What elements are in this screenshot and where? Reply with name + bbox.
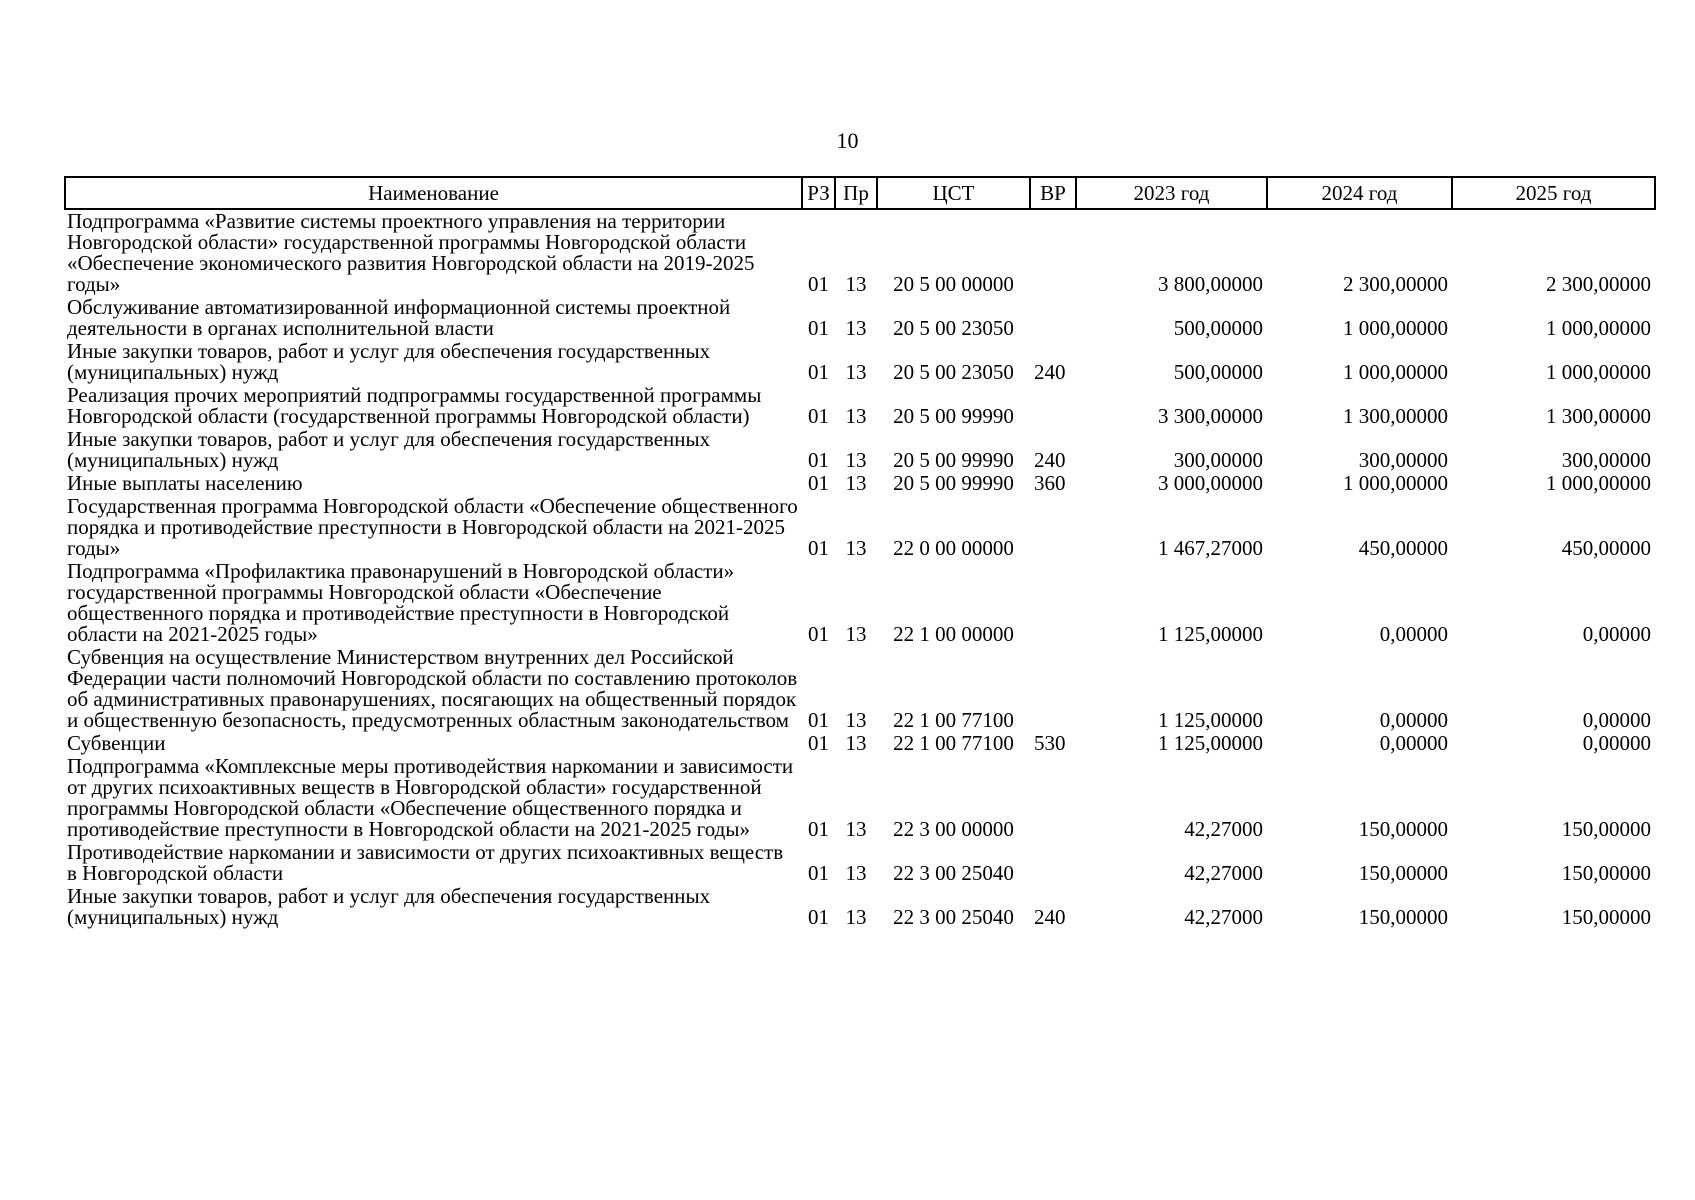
cell-rz: 01: [808, 448, 829, 472]
cell-rz: 01: [808, 272, 829, 296]
cell-pr: 13: [845, 905, 867, 929]
table-row: [65, 209, 1655, 296]
cell-vr: [1030, 560, 1076, 646]
cell-2025: 300,00000: [1561, 448, 1651, 472]
table-row: [65, 296, 1655, 340]
table-row: [65, 428, 1655, 472]
cell-pr: 13: [845, 817, 867, 841]
cell-vr: [1030, 755, 1076, 841]
cell-2024: 1 000,00000: [1343, 316, 1448, 340]
cell-2025: 2 300,00000: [1546, 272, 1651, 296]
cell-pr: 13: [845, 404, 867, 428]
cell-rz: 01: [808, 905, 829, 929]
cell-2025: 150,00000: [1561, 861, 1651, 885]
page-number: 10: [836, 128, 859, 153]
cell-name: Подпрограмма «Развитие системы проектного управления на территории Новгородской области» государственной программы Новгородской области «Обеспечение экономического развития Новгородской области на 2019-2025 годы»: [67, 209, 755, 296]
cell-rz: 01: [808, 622, 829, 646]
cell-name: Государственная программа Новгородской области «Обеспечение общественного порядка и противодействие преступности в Новгородской области на 2021-2025 годы»: [67, 494, 798, 560]
cell-name: Субвенция на осуществление Министерством внутренних дел Российской Федерации части полномочий Новгородской области по составлению протоколов об административных правонарушениях, посягающих на общественный порядок и общественную безопасность, предусмотренных областным законодательством: [67, 645, 798, 732]
cell-vr: 240: [1034, 448, 1066, 472]
cell-vr: [1030, 646, 1076, 732]
cell-vr: [1030, 841, 1076, 885]
cell-rz: 01: [808, 471, 829, 495]
cell-rz: 01: [808, 316, 829, 340]
cell-2024: 450,00000: [1358, 536, 1448, 560]
cell-cst: 22 3 00 25040: [893, 905, 1014, 929]
cell-2024: 0,00000: [1379, 622, 1448, 646]
cell-cst: 22 3 00 25040: [893, 861, 1014, 885]
cell-name: Субвенции: [67, 731, 166, 755]
column-header-vr: ВР: [1030, 177, 1076, 209]
column-header-pr: Пр: [835, 177, 877, 209]
column-header-2025: 2025 год: [1452, 177, 1655, 209]
cell-2023: 42,27000: [1184, 861, 1263, 885]
cell-2025: 0,00000: [1582, 708, 1651, 732]
cell-2023: 1 467,27000: [1158, 536, 1263, 560]
table-row: [65, 384, 1655, 428]
cell-pr: 13: [845, 731, 867, 755]
cell-cst: 20 5 00 23050: [893, 316, 1014, 340]
table-row: [65, 495, 1655, 560]
budget-table: [64, 176, 1656, 929]
cell-vr: [1030, 296, 1076, 340]
cell-name: Противодействие наркомании и зависимости от других психоактивных веществ в Новгородской области: [67, 840, 784, 885]
table-row: [65, 646, 1655, 732]
cell-cst: 22 3 00 00000: [893, 817, 1014, 841]
cell-cst: 22 0 00 00000: [893, 536, 1014, 560]
cell-vr: 530: [1034, 731, 1066, 755]
cell-2024: 150,00000: [1358, 861, 1448, 885]
cell-name: Подпрограмма «Комплексные меры противодействия наркомании и зависимости от других психоактивных веществ в Новгородской области» государственной программы Новгородской области «Обеспечение общественного порядка и противодействие преступности в Новгородской области на 2021-2025 годы»: [67, 754, 794, 841]
cell-rz: 01: [808, 731, 829, 755]
cell-2023: 1 125,00000: [1158, 622, 1263, 646]
column-header-2024: 2024 год: [1267, 177, 1452, 209]
cell-pr: 13: [845, 622, 867, 646]
cell-2023: 500,00000: [1173, 360, 1263, 384]
cell-rz: 01: [808, 861, 829, 885]
cell-rz: 01: [808, 708, 829, 732]
cell-cst: 20 5 00 99990: [893, 448, 1014, 472]
cell-2024: 1 000,00000: [1343, 471, 1448, 495]
cell-pr: 13: [845, 708, 867, 732]
cell-vr: 240: [1034, 360, 1066, 384]
cell-name: Обслуживание автоматизированной информационной системы проектной деятельности в органах исполнительной власти: [67, 295, 731, 340]
cell-2023: 3 800,00000: [1158, 272, 1263, 296]
cell-name: Подпрограмма «Профилактика правонарушений в Новгородской области» государственной программы Новгородской области «Обеспечение общественного порядка и противодействие преступности в Новгородской области на 2021-2025 годы»: [67, 559, 735, 646]
cell-2025: 450,00000: [1561, 536, 1651, 560]
cell-cst: 22 1 00 77100: [893, 708, 1014, 732]
cell-2025: 0,00000: [1582, 622, 1651, 646]
cell-name: Иные выплаты населению: [67, 471, 303, 495]
column-header-name: Наименование: [65, 177, 802, 209]
cell-cst: 20 5 00 23050: [893, 360, 1014, 384]
table-body: [65, 209, 1655, 929]
cell-2024: 0,00000: [1379, 708, 1448, 732]
cell-cst: 20 5 00 00000: [893, 272, 1014, 296]
cell-2025: 1 300,00000: [1546, 404, 1651, 428]
cell-2025: 1 000,00000: [1546, 316, 1651, 340]
table-row: [65, 560, 1655, 646]
column-header-2023: 2023 год: [1076, 177, 1267, 209]
cell-2025: 0,00000: [1582, 731, 1651, 755]
column-header-rz: РЗ: [802, 177, 835, 209]
cell-2025: 150,00000: [1561, 817, 1651, 841]
cell-name: Иные закупки товаров, работ и услуг для обеспечения государственных (муниципальных) нужд: [67, 339, 711, 384]
cell-cst: 22 1 00 77100: [893, 731, 1014, 755]
table-row: [65, 472, 1655, 495]
cell-pr: 13: [845, 316, 867, 340]
table-row: [65, 732, 1655, 755]
cell-vr: 240: [1034, 905, 1066, 929]
cell-cst: 20 5 00 99990: [893, 404, 1014, 428]
cell-2024: 150,00000: [1358, 817, 1448, 841]
cell-2023: 300,00000: [1173, 448, 1263, 472]
cell-pr: 13: [845, 536, 867, 560]
cell-pr: 13: [845, 360, 867, 384]
cell-vr: [1030, 384, 1076, 428]
cell-rz: 01: [808, 536, 829, 560]
cell-cst: 20 5 00 99990: [893, 471, 1014, 495]
cell-rz: 01: [808, 817, 829, 841]
column-header-cst: ЦСТ: [877, 177, 1030, 209]
table-row: [65, 755, 1655, 841]
table-row: [65, 340, 1655, 384]
cell-2024: 1 000,00000: [1343, 360, 1448, 384]
cell-pr: 13: [845, 861, 867, 885]
cell-pr: 13: [845, 448, 867, 472]
table-row: [65, 885, 1655, 929]
cell-name: Иные закупки товаров, работ и услуг для обеспечения государственных (муниципальных) нужд: [67, 884, 711, 929]
cell-2024: 300,00000: [1358, 448, 1448, 472]
cell-2023: 1 125,00000: [1158, 708, 1263, 732]
cell-pr: 13: [845, 272, 867, 296]
cell-2024: 1 300,00000: [1343, 404, 1448, 428]
cell-2024: 150,00000: [1358, 905, 1448, 929]
cell-vr: [1030, 495, 1076, 560]
cell-rz: 01: [808, 360, 829, 384]
cell-2023: 500,00000: [1173, 316, 1263, 340]
cell-2023: 1 125,00000: [1158, 731, 1263, 755]
cell-cst: 22 1 00 00000: [893, 622, 1014, 646]
cell-pr: 13: [845, 471, 867, 495]
cell-vr: 360: [1034, 471, 1066, 495]
cell-name: Реализация прочих мероприятий подпрограммы государственной программы Новгородской области (государственной программы Новгородской области): [67, 383, 762, 428]
cell-2025: 1 000,00000: [1546, 471, 1651, 495]
cell-2024: 2 300,00000: [1343, 272, 1448, 296]
cell-2025: 150,00000: [1561, 905, 1651, 929]
table-header-row: [65, 177, 1655, 209]
cell-2023: 42,27000: [1184, 817, 1263, 841]
cell-vr: [1030, 209, 1076, 296]
cell-2023: 42,27000: [1184, 905, 1263, 929]
cell-rz: 01: [808, 404, 829, 428]
cell-2023: 3 000,00000: [1158, 471, 1263, 495]
cell-name: Иные закупки товаров, работ и услуг для обеспечения государственных (муниципальных) нужд: [67, 427, 711, 472]
cell-2025: 1 000,00000: [1546, 360, 1651, 384]
cell-2023: 3 300,00000: [1158, 404, 1263, 428]
cell-2024: 0,00000: [1379, 731, 1448, 755]
table-row: [65, 841, 1655, 885]
